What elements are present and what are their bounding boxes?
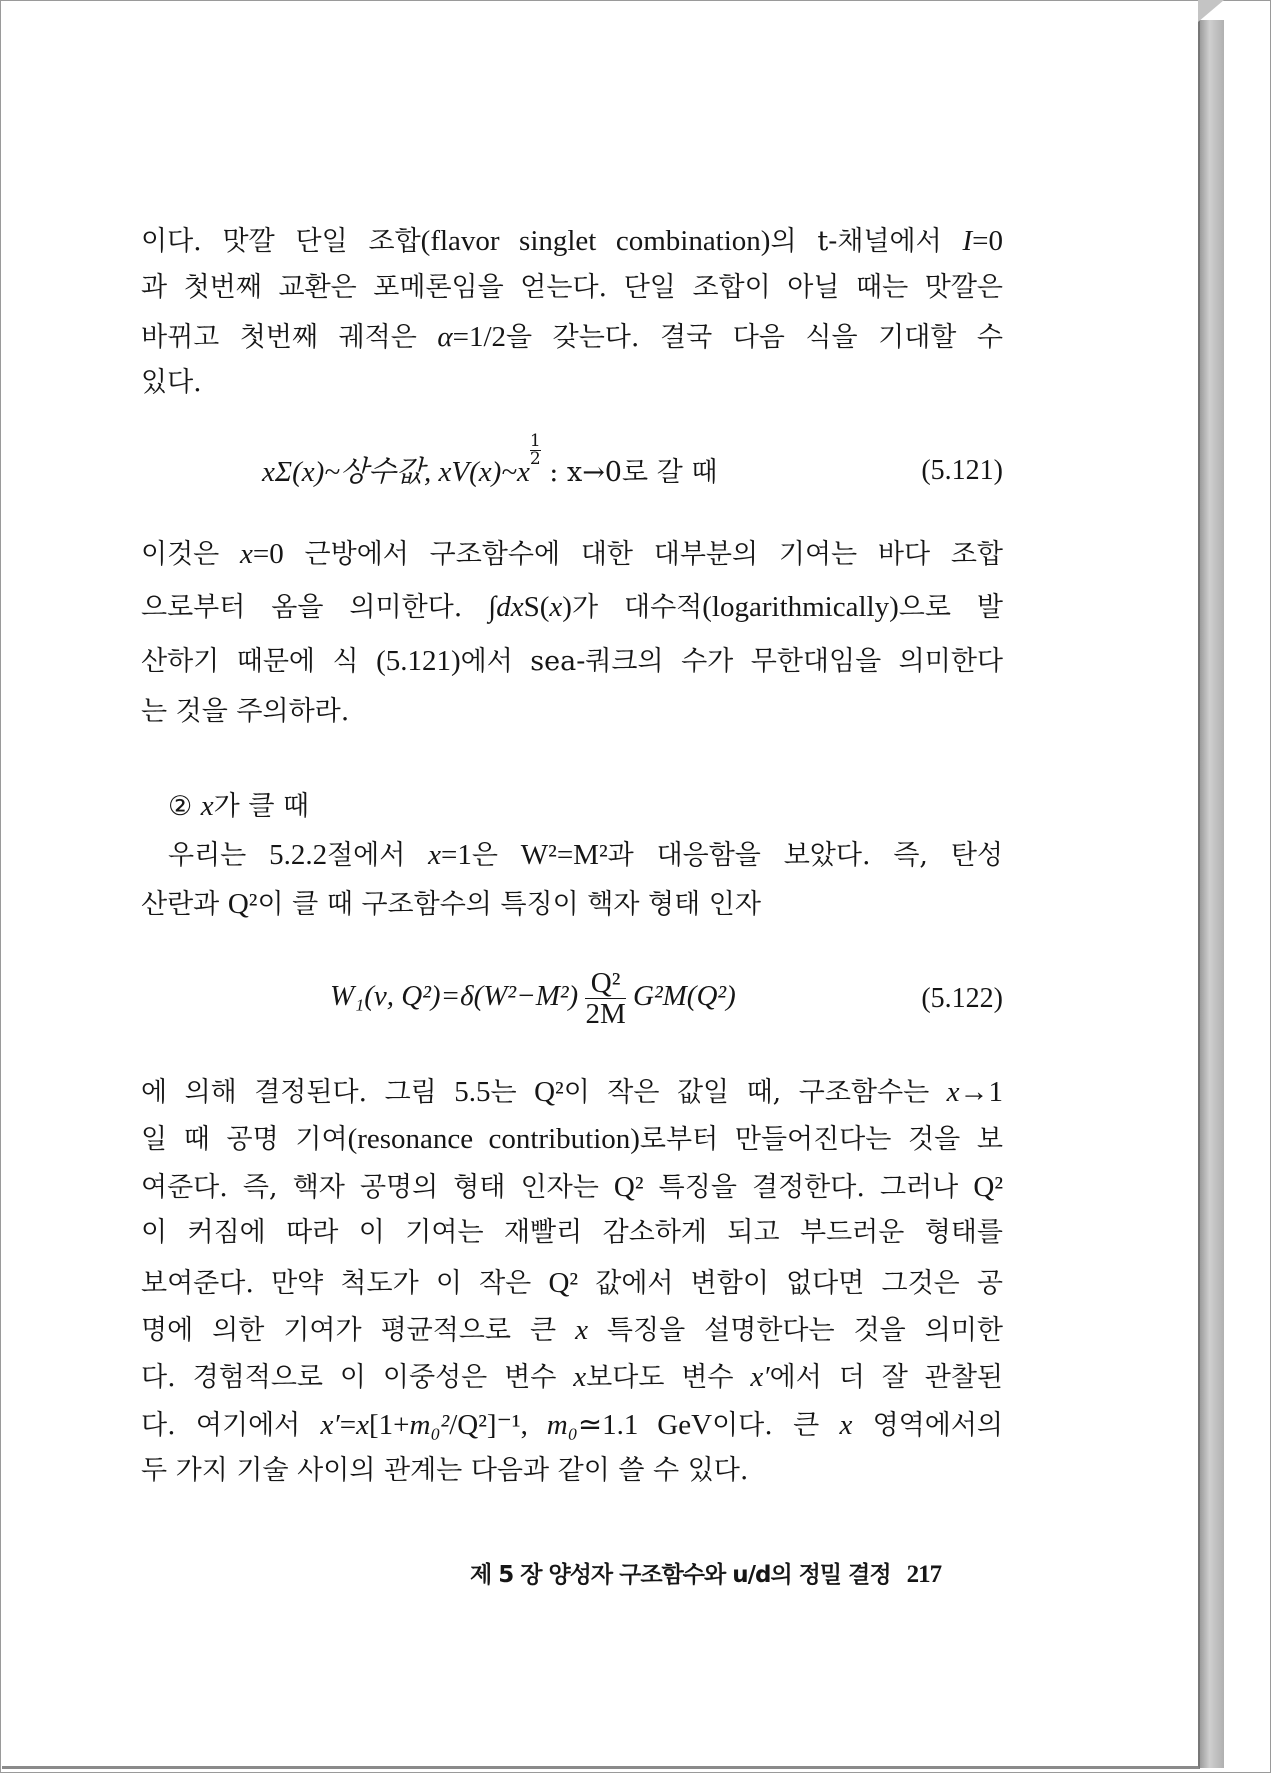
math-text: [1+ xyxy=(368,1409,410,1441)
math-text: ∫ xyxy=(488,591,497,623)
text-run: 보여준다. 만약 척도가 이 작은 xyxy=(141,1268,549,1299)
equation-rhs: G²M(Q²) xyxy=(633,980,736,1013)
text-run: 이것은 xyxy=(141,539,241,570)
equation-number-5-121: (5.121) xyxy=(921,455,1003,486)
math-text: 5.5 xyxy=(454,1076,491,1108)
equation-lhs: W₁(ν, Q²)=δ(W²−M²) xyxy=(330,980,579,1013)
text-run: 두 가지 기술 사이의 관계는 다음과 같이 쓸 수 있다. xyxy=(141,1455,749,1486)
math-text: =0 xyxy=(252,538,284,570)
math-text: S( xyxy=(523,591,550,623)
text-line xyxy=(141,1170,1003,1205)
equation-5-121 xyxy=(262,431,718,490)
text-line xyxy=(141,1075,1003,1110)
math-text: x′ xyxy=(750,1361,770,1393)
text-run: 과 첫번째 교환은 포메론임을 얻는다. 단일 조합이 아닐 때는 맛깔은 xyxy=(141,272,1003,303)
text-line xyxy=(141,590,1003,625)
text-run: 가 대수적 xyxy=(571,592,703,623)
math-text: x xyxy=(839,1409,853,1441)
text-run: 가 클 때 xyxy=(213,791,310,822)
math-text: =1 xyxy=(441,839,472,871)
text-line xyxy=(141,366,1003,400)
math-text: 5.2.2 xyxy=(269,839,328,871)
text-run: 산하기 때문에 식 xyxy=(141,646,377,677)
text-run: 에서 더 잘 관찰된 xyxy=(769,1362,1003,1393)
math-text: W²=M² xyxy=(520,839,608,871)
text-run: 으로 발 xyxy=(898,592,1003,623)
math-text: x xyxy=(200,790,214,822)
math-text: Q² xyxy=(227,888,258,920)
exponent-denominator: 2 xyxy=(529,449,541,469)
math-text: x xyxy=(946,1076,960,1108)
equation-rhs: : x→0로 갈 때 xyxy=(549,457,718,488)
text-run: 보다도 변수 xyxy=(586,1362,751,1393)
text-run: 에서 sea-쿼크의 수가 무한대임을 의미한다 xyxy=(460,646,1003,677)
math-text: Q² xyxy=(534,1076,564,1108)
math-text: =1/2 xyxy=(452,321,507,353)
text-line xyxy=(141,1454,1003,1488)
text-run: 산란과 xyxy=(141,889,228,920)
page-corner-fold xyxy=(1198,0,1224,22)
text-run: 이다. 큰 xyxy=(712,1410,840,1441)
text-line xyxy=(141,1122,1003,1157)
text-run: 이 커짐에 따라 이 기여는 재빨리 감소하게 되고 부드러운 형태를 xyxy=(141,1217,1003,1248)
text-run: 에 의해 결정된다. 그림 xyxy=(141,1077,455,1108)
math-text: x xyxy=(428,839,441,871)
math-text: = xyxy=(339,1409,357,1441)
text-run: 이다. 맛깔 단일 조합 xyxy=(141,226,421,257)
text-line xyxy=(141,887,1003,922)
text-run: 우리는 xyxy=(168,840,270,871)
math-text: m₀ xyxy=(546,1409,578,1441)
running-title: 제 5 장 양성자 구조함수와 u/d의 정밀 결정 xyxy=(470,1562,891,1588)
math-text: I xyxy=(962,225,973,257)
page-edge-shadow xyxy=(1200,20,1224,1768)
text-line xyxy=(141,1313,1003,1348)
text-run: 특징을 결정한다. 그러나 xyxy=(643,1172,974,1203)
math-text: x xyxy=(356,1409,369,1441)
equation-5-122 xyxy=(330,968,736,1029)
math-text: (resonance contribution) xyxy=(347,1123,640,1155)
fraction-denominator: 2M xyxy=(585,998,626,1030)
fraction xyxy=(585,968,625,1029)
math-text: (flavor singlet combination) xyxy=(420,225,771,257)
math-text: (logarithmically) xyxy=(702,591,899,623)
text-run: 로부터 만들어진다는 것을 보 xyxy=(639,1124,1003,1155)
text-run: 는 xyxy=(490,1077,535,1108)
text-run: 바뀌고 첫번째 궤적은 xyxy=(141,322,438,353)
exponent-fraction xyxy=(530,433,541,468)
text-run: 영역에서의 xyxy=(852,1410,1003,1441)
text-run: ② xyxy=(168,791,201,822)
text-line xyxy=(141,1216,1003,1250)
text-run: 일 때 공명 기여 xyxy=(141,1124,348,1155)
math-text: ≃1.1 GeV xyxy=(577,1409,713,1441)
math-text: x xyxy=(573,1361,587,1393)
math-text: ) xyxy=(562,591,572,623)
text-run: 다. 여기에서 xyxy=(141,1410,321,1441)
text-run: 근방에서 구조함수에 대한 대부분의 기여는 바다 조합 xyxy=(283,539,1003,570)
text-run: 의 t-채널에서 xyxy=(770,226,963,257)
fraction-numerator: Q² xyxy=(585,968,625,999)
text-line xyxy=(141,537,1003,572)
text-line xyxy=(141,271,1003,305)
subsection-heading xyxy=(168,789,1030,824)
text-run: 여준다. 즉, 핵자 공명의 형태 인자는 xyxy=(141,1172,614,1203)
math-text: x xyxy=(575,1314,588,1346)
math-text: Q² xyxy=(973,1171,1004,1203)
text-run: 절에서 xyxy=(327,840,429,871)
text-line xyxy=(141,1266,1003,1301)
text-line xyxy=(141,224,1003,259)
book-page xyxy=(2,2,1200,1769)
text-run: 명에 의한 기여가 평균적으로 큰 xyxy=(141,1315,576,1346)
text-run: 은 xyxy=(471,840,521,871)
text-line xyxy=(141,695,1003,729)
text-run: 을 갖는다. 결국 다음 식을 기대할 수 xyxy=(506,322,1003,353)
math-text: (5.121) xyxy=(376,645,461,677)
text-line xyxy=(141,1408,1003,1443)
equation-number-5-122: (5.122) xyxy=(921,983,1003,1014)
page-number: 217 xyxy=(906,1561,942,1588)
text-run: 다. 경험적으로 이 이중성은 변수 xyxy=(141,1362,574,1393)
math-text: →1 xyxy=(959,1076,1004,1108)
text-run: 있다. xyxy=(141,367,202,398)
math-text: m₀² xyxy=(409,1409,450,1441)
math-text: dx xyxy=(496,591,524,623)
text-line xyxy=(141,320,1003,355)
text-run: 이 클 때 구조함수의 특징이 핵자 형태 인자 xyxy=(257,889,761,920)
text-line xyxy=(168,838,1003,873)
text-run: 특징을 설명한다는 것을 의미한 xyxy=(587,1315,1003,1346)
text-run: 이 작은 값일 때, 구조함수는 xyxy=(563,1077,947,1108)
text-run: 값에서 변함이 없다면 그것은 공 xyxy=(578,1268,1004,1299)
text-run: 으로부터 옴을 의미한다. xyxy=(141,592,489,623)
math-text: α xyxy=(437,321,453,353)
text-line xyxy=(141,644,1003,679)
exponent-numerator: 1 xyxy=(529,431,541,451)
text-line xyxy=(141,1360,1003,1395)
text-run: 과 대응함을 보았다. 즉, 탄성 xyxy=(607,840,1003,871)
math-text: /Q²]⁻¹, xyxy=(449,1409,547,1441)
text-run: 는 것을 주의하라. xyxy=(141,696,350,727)
equation-lhs: xΣ(x)~상수값, xV(x)~x xyxy=(262,456,530,488)
math-text: x′ xyxy=(320,1409,340,1441)
math-text: x xyxy=(549,591,563,623)
math-text: Q² xyxy=(548,1267,579,1299)
math-text: Q² xyxy=(613,1171,644,1203)
running-footer xyxy=(470,1556,941,1589)
math-text: =0 xyxy=(972,225,1003,257)
math-text: x xyxy=(240,538,253,570)
